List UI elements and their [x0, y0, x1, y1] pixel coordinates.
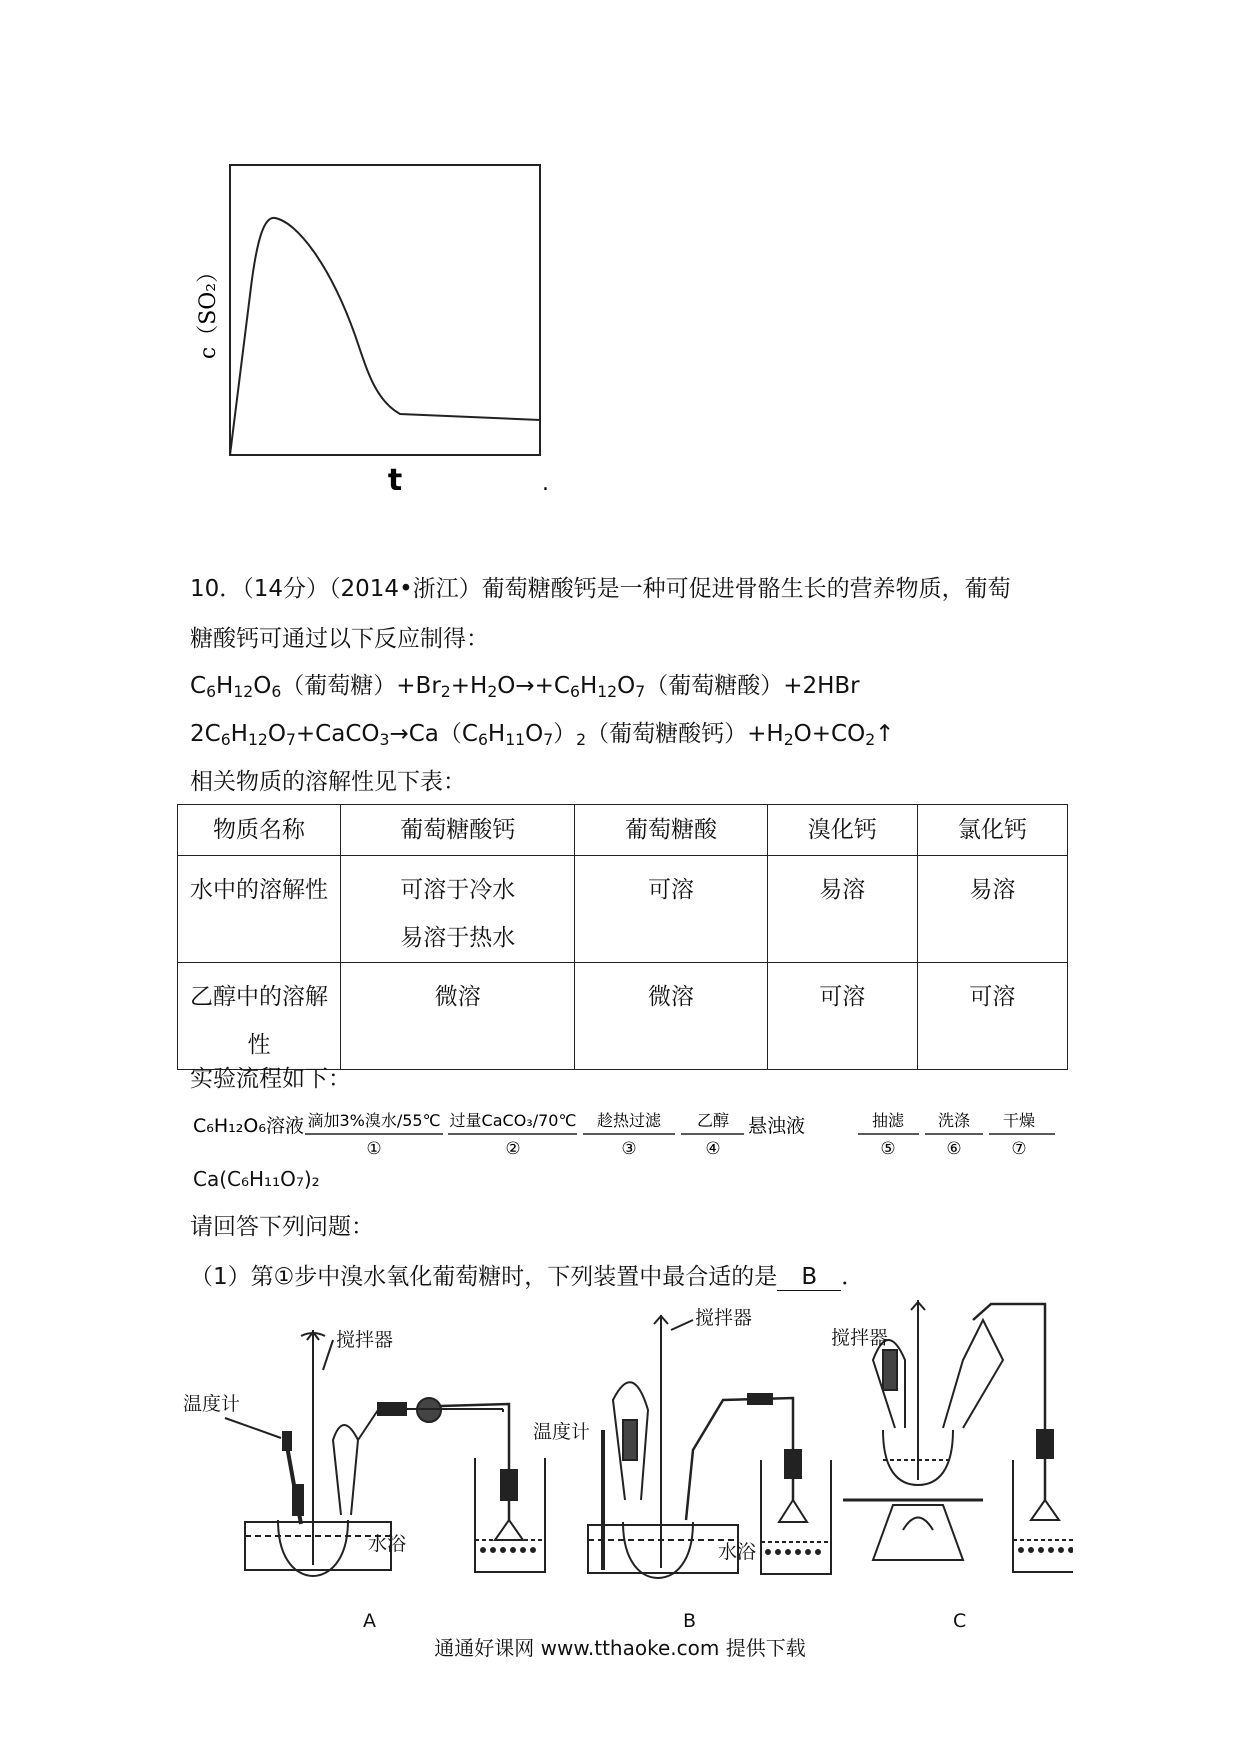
table-header-cell: 葡萄糖酸 — [575, 805, 767, 856]
so2-curve — [230, 218, 540, 455]
table-cell: 可溶于冷水 易溶于热水 — [341, 856, 575, 963]
apparatus-a-thermometer-label: 温度计 — [183, 1393, 241, 1415]
flow-start: C₆H₁₂O₆溶液 — [193, 1115, 304, 1137]
svg-text:趁热过滤: 趁热过滤 — [596, 1111, 662, 1130]
answer-value: B — [801, 1264, 818, 1290]
svg-text:④: ④ — [705, 1139, 721, 1159]
svg-text:①: ① — [366, 1139, 382, 1159]
solubility-table — [177, 804, 1068, 1070]
table-cell: 易溶 — [917, 856, 1067, 963]
answer-prompt: 请回答下列问题： — [190, 1214, 374, 1240]
table-header-cell: 氯化钙 — [917, 805, 1067, 856]
apparatus-a-stirrer-label: 搅拌器 — [336, 1329, 394, 1351]
graph-xlabel: t — [387, 463, 403, 498]
flow-product: Ca(C₆H₁₁O₇)₂ — [193, 1167, 320, 1191]
flow-step-3 — [583, 1111, 675, 1159]
table-header-cell: 溴化钙 — [767, 805, 917, 856]
question-1-text: （1）第①步中溴水氧化葡萄糖时，下列装置中最合适的是 — [190, 1264, 778, 1290]
table-cell: 乙醇中的溶解 性 — [178, 963, 341, 1070]
apparatus-c — [831, 1300, 1073, 1632]
flow-step-2 — [448, 1111, 577, 1159]
question-intro-line2: 糖酸钙可通过以下反应制得： — [190, 626, 489, 652]
svg-text:乙醇: 乙醇 — [696, 1111, 730, 1130]
svg-text:滴加3%溴水/55℃: 滴加3%溴水/55℃ — [307, 1111, 441, 1130]
flow-mid: 悬浊液 — [748, 1115, 806, 1137]
apparatus-b-label: B — [683, 1610, 697, 1632]
table-cell: 易溶 — [767, 856, 917, 963]
table-row — [178, 856, 1068, 963]
table-row — [178, 805, 1068, 856]
question-1: （1）第①步中溴水氧化葡萄糖时，下列装置中最合适的是 B ． — [190, 1264, 865, 1290]
flow-step-4 — [681, 1111, 744, 1159]
flow-step-1 — [305, 1111, 443, 1159]
flow-intro: 实验流程如下： — [190, 1066, 351, 1092]
table-intro: 相关物质的溶解性见下表： — [190, 769, 466, 795]
svg-text:过量CaCO₃/70℃: 过量CaCO₃/70℃ — [449, 1111, 577, 1130]
svg-text:⑦: ⑦ — [1011, 1139, 1027, 1159]
table-cell: 水中的溶解性 — [178, 856, 341, 963]
so2-graph — [195, 160, 565, 505]
table-cell: 微溶 — [575, 963, 767, 1070]
table-cell: 微溶 — [341, 963, 575, 1070]
apparatus-c-label: C — [953, 1610, 967, 1632]
apparatus-b-thermometer-label: 温度计 — [533, 1421, 591, 1443]
svg-text:②: ② — [505, 1139, 521, 1159]
equation-2: $2C_6H_{12}O_7+CaCO_3\to Ca(C_6H_{11}O_7)_2$（葡萄糖酸钙）$+H_2O+CO_2↑$ — [190, 721, 895, 749]
equation-1: $C_6H_{12}O_6$（葡萄糖）$+Br_2+H_2O\to+C_6H_{12}O_7$（葡萄糖酸）+2HBr — [190, 673, 860, 701]
graph-frame — [230, 165, 540, 455]
apparatus-c-stirrer-label: 搅拌器 — [831, 1327, 889, 1349]
table-header-cell: 物质名称 — [178, 805, 341, 856]
apparatus-diagrams — [183, 1300, 1073, 1635]
svg-text:干燥: 干燥 — [1002, 1111, 1036, 1130]
apparatus-b — [533, 1307, 831, 1632]
apparatus-a — [183, 1329, 545, 1632]
apparatus-b-waterbath-label: 水浴 — [718, 1541, 757, 1563]
graph-ylabel: c（SO₂） — [196, 260, 221, 360]
svg-text:抽滤: 抽滤 — [871, 1111, 905, 1130]
graph-period: . — [542, 471, 549, 496]
apparatus-a-waterbath-label: 水浴 — [368, 1533, 407, 1555]
table-cell: 可溶 — [767, 963, 917, 1070]
table-header-cell: 葡萄糖酸钙 — [341, 805, 575, 856]
table-cell: 可溶 — [575, 856, 767, 963]
svg-text:⑤: ⑤ — [880, 1139, 896, 1159]
apparatus-b-stirrer-label: 搅拌器 — [695, 1307, 753, 1329]
experiment-flow — [193, 1104, 1063, 1164]
flow-step-5 — [858, 1111, 919, 1159]
svg-text:③: ③ — [621, 1139, 637, 1159]
apparatus-a-label: A — [363, 1610, 376, 1632]
answer-blank — [777, 1264, 841, 1291]
table-cell: 可溶 — [917, 963, 1067, 1070]
svg-text:⑥: ⑥ — [946, 1139, 962, 1159]
page-footer: 通通好课网 www.tthaoke.com 提供下载 — [434, 1636, 806, 1660]
flow-step-6 — [925, 1111, 983, 1159]
question-intro-line1: 10．（14分）（2014•浙江）葡萄糖酸钙是一种可促进骨骼生长的营养物质，葡萄 — [190, 576, 1011, 602]
table-row — [178, 963, 1068, 1070]
svg-text:洗涤: 洗涤 — [937, 1111, 971, 1130]
flow-step-7 — [989, 1111, 1055, 1159]
